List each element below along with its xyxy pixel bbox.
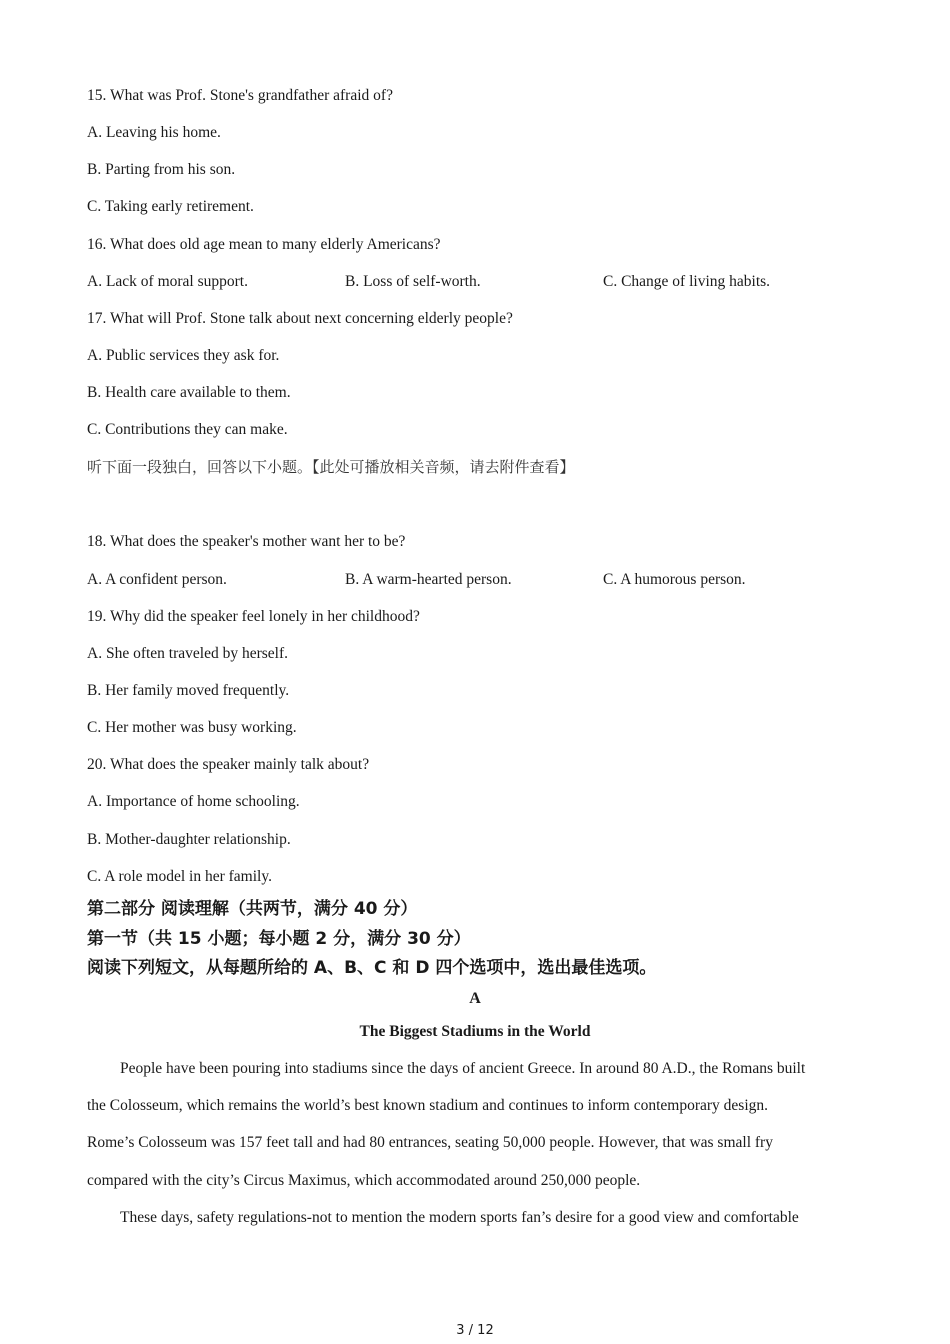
q15-option-c: C. Taking early retirement. xyxy=(87,198,254,215)
page-number: 3 / 12 xyxy=(456,1323,494,1338)
q15-option-b: B. Parting from his son. xyxy=(87,161,236,178)
passage-line: People have been pouring into stadiums since the days of ancient Greece. In around 80 A.D., the Romans built xyxy=(120,1060,806,1077)
question-15: 15. What was Prof. Stone's grandfather afraid of? xyxy=(87,87,393,104)
q18-option-b: B. A warm-hearted person. xyxy=(345,571,512,588)
question-20: 20. What does the speaker mainly talk about? xyxy=(87,756,370,773)
q16-option-b: B. Loss of self-worth. xyxy=(345,273,481,290)
question-17: 17. What will Prof. Stone talk about next concerning elderly people? xyxy=(87,310,513,327)
q19-option-b: B. Her family moved frequently. xyxy=(87,682,290,699)
q18-option-c: C. A humorous person. xyxy=(603,571,746,588)
question-18: 18. What does the speaker's mother want her to be? xyxy=(87,533,406,550)
q20-option-b: B. Mother-daughter relationship. xyxy=(87,831,291,848)
passage-line: These days, safety regulations-not to mention the modern sports fan’s desire for a good view and comfortable xyxy=(120,1209,799,1226)
q16-option-a: A. Lack of moral support. xyxy=(87,273,248,290)
section-subtitle: 第一节（共 15 小题；每小题 2 分，满分 30 分） xyxy=(87,929,471,949)
question-16: 16. What does old age mean to many elderly Americans? xyxy=(87,236,441,253)
q19-option-c: C. Her mother was busy working. xyxy=(87,719,297,736)
q19-option-a: A. She often traveled by herself. xyxy=(87,645,289,662)
passage-line: Rome’s Colosseum was 157 feet tall and had 80 entrances, seating 50,000 people. However, that was small fry xyxy=(87,1134,773,1151)
q17-option-c: C. Contributions they can make. xyxy=(87,421,288,438)
q20-option-a: A. Importance of home schooling. xyxy=(87,793,300,810)
q15-option-a: A. Leaving his home. xyxy=(87,124,221,141)
q20-option-c: C. A role model in her family. xyxy=(87,868,272,885)
q17-option-a: A. Public services they ask for. xyxy=(87,347,280,364)
reading-directions: 阅读下列短文，从每题所给的 A、B、C 和 D 四个选项中，选出最佳选项。 xyxy=(87,958,657,978)
listening-instruction: 听下面一段独白，回答以下小题。【此处可播放相关音频，请去附件查看】 xyxy=(87,458,575,476)
passage-line: the Colosseum, which remains the world’s best known stadium and continues to inform contemporary design. xyxy=(87,1097,769,1114)
passage-letter: A xyxy=(469,990,481,1007)
passage-line: compared with the city’s Circus Maximus, which accommodated around 250,000 people. xyxy=(87,1172,641,1189)
q17-option-b: B. Health care available to them. xyxy=(87,384,291,401)
q16-option-c: C. Change of living habits. xyxy=(603,273,771,290)
part-title: 第二部分 阅读理解（共两节，满分 40 分） xyxy=(87,899,418,919)
passage-title: The Biggest Stadiums in the World xyxy=(359,1023,591,1040)
q18-option-a: A. A confident person. xyxy=(87,571,227,588)
question-19: 19. Why did the speaker feel lonely in her childhood? xyxy=(87,608,420,625)
